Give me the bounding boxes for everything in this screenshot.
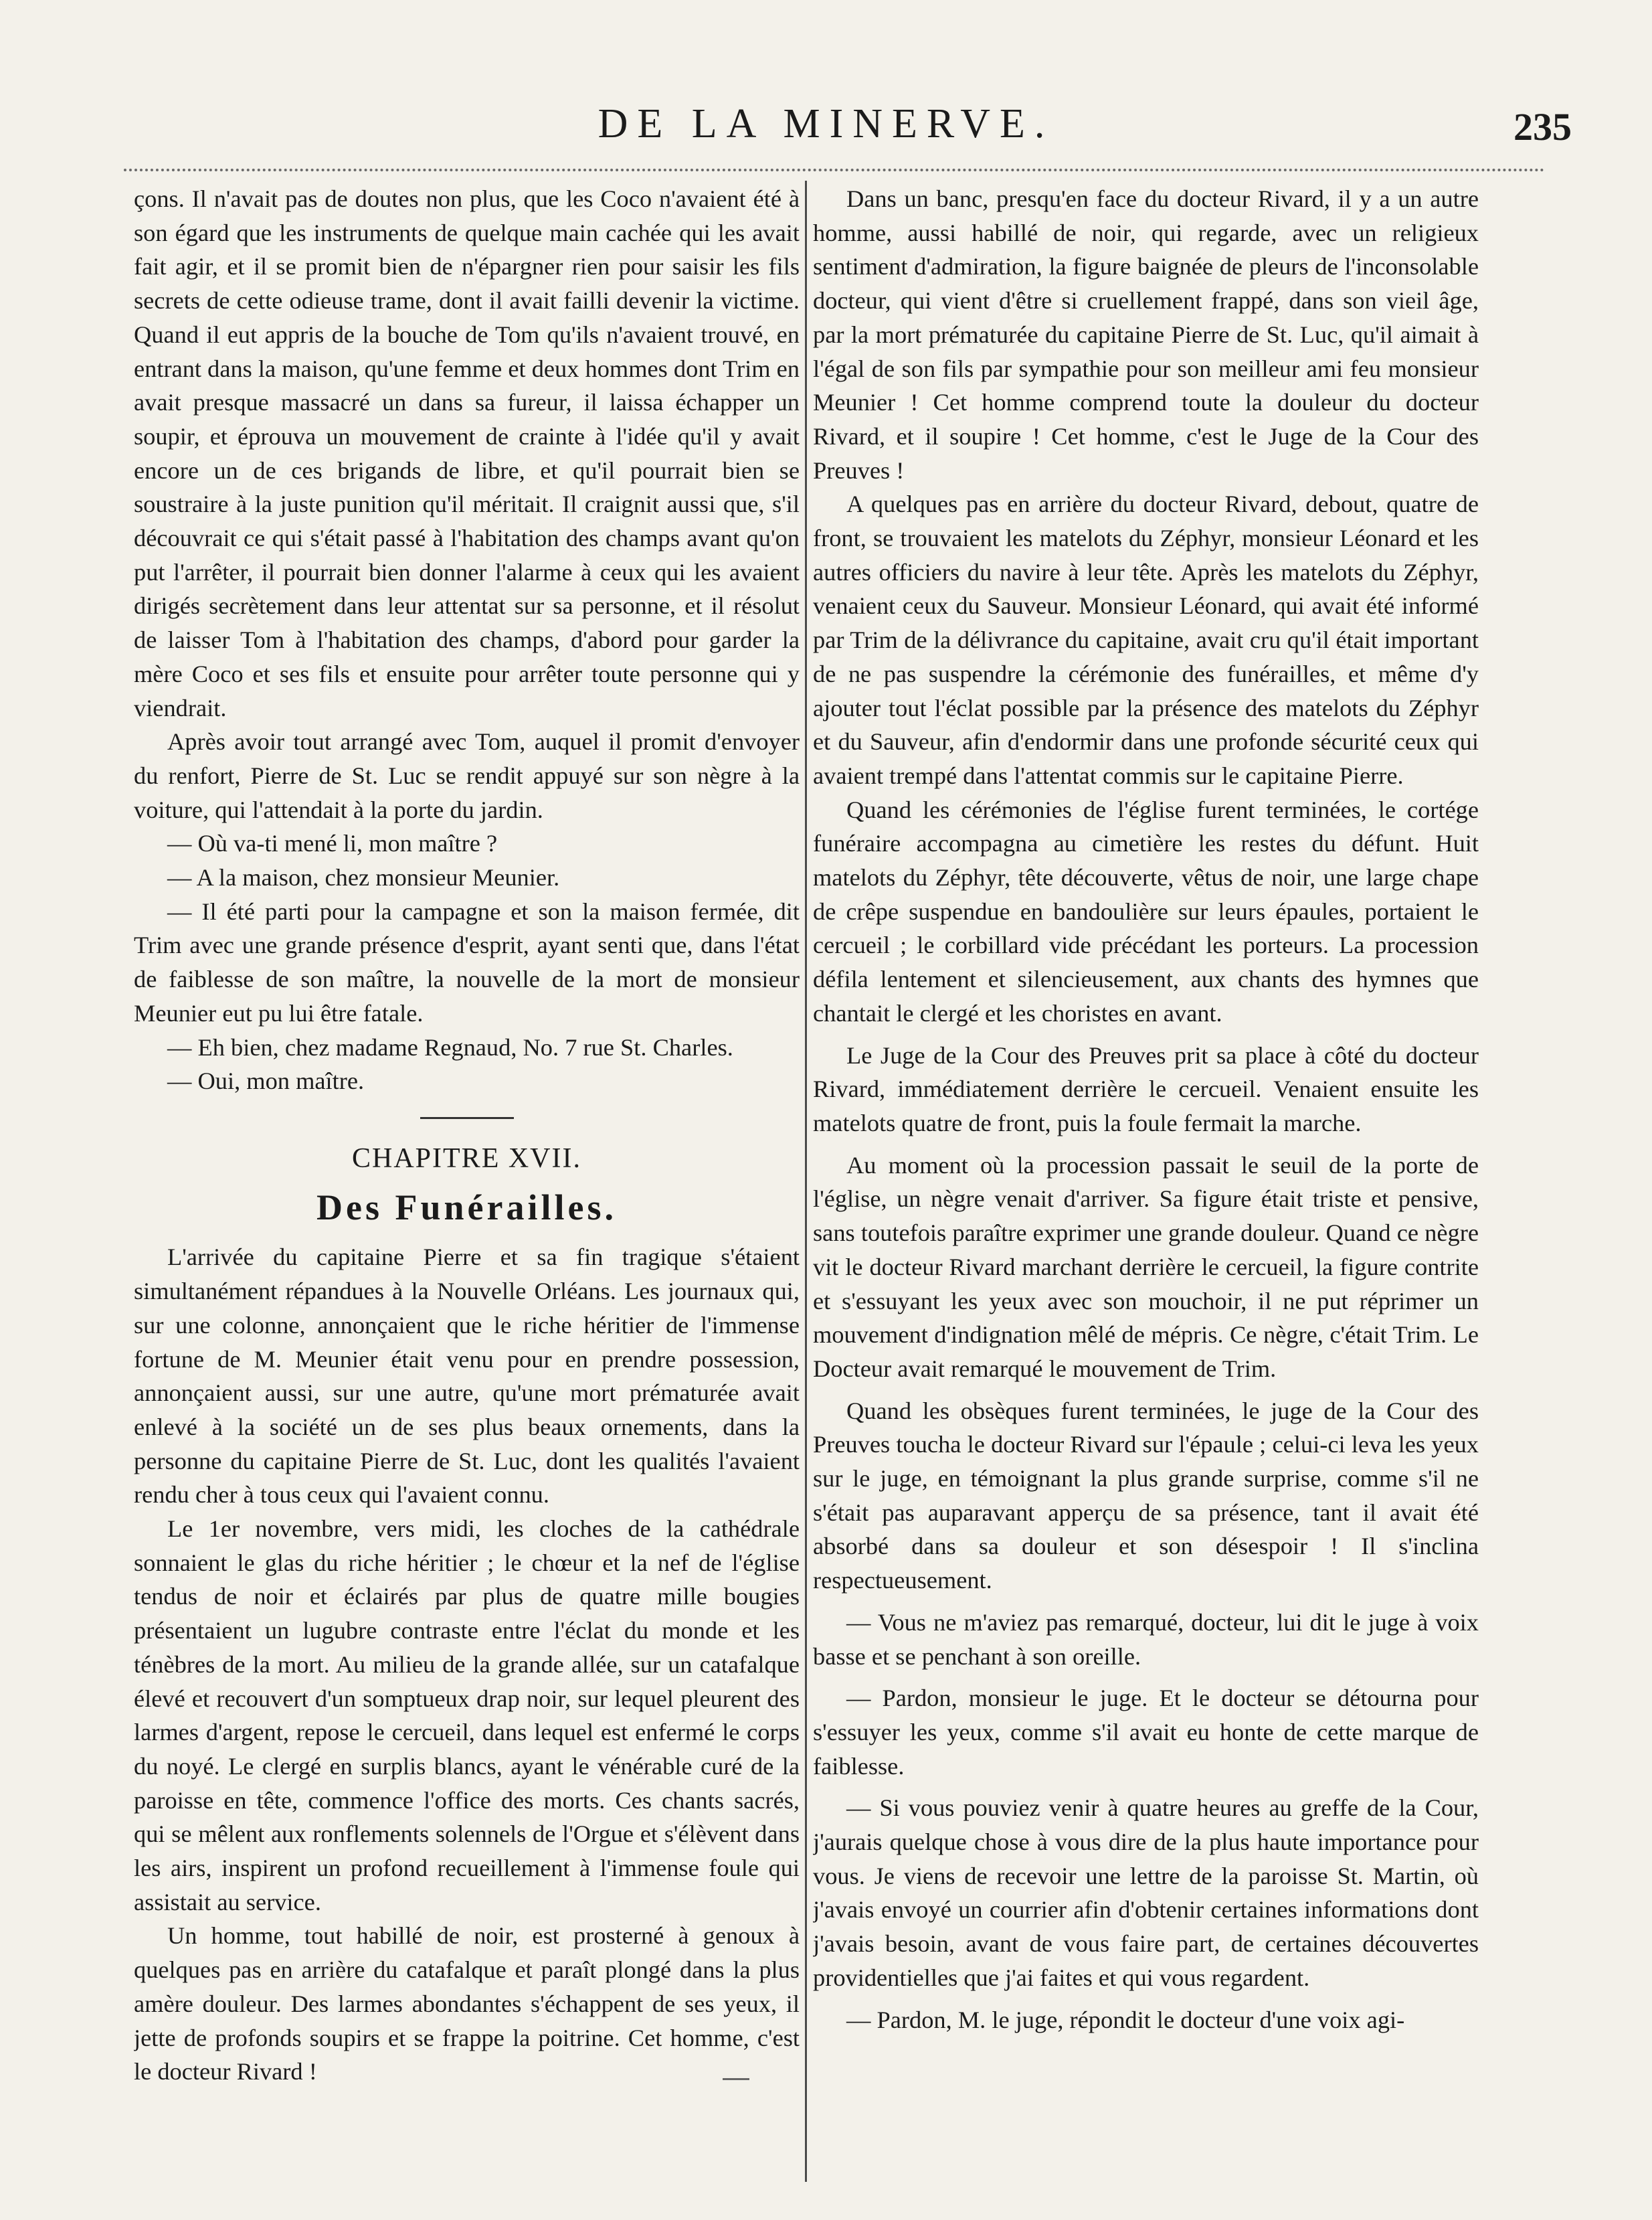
dialogue-line: — Pardon, monsieur le juge. Et le docteur se détourna pour s'essuyer les yeux, comme s'il avait eu honte de cette marque de faiblesse. bbox=[813, 1685, 1479, 1780]
paragraph: L'arrivée du capitaine Pierre et sa fin tragique s'étaient simultanément répandues à la Nouvelle Orléans. Les journaux qui, sur une colonne, annonçaient que le riche héritier de l'immense fortune de M. Meunier était venu pour en prendre possession, annonçaient aussi, sur une autre, qu'une mort prématurée avait enlevé à la société un de ses plus beaux ornements, dans la personne du capitaine Pierre de St. Luc, dont les qualités l'avaient rendu cher à tous ceux qui l'avaient connu. bbox=[134, 1244, 800, 1509]
page-number: 235 bbox=[1513, 105, 1572, 149]
page-header bbox=[0, 100, 1652, 161]
dialogue-line: — Si vous pouviez venir à quatre heures au greffe de la Cour, j'aurais quelque chose à vous dire de la plus haute importance pour vous. Je viens de recevoir une lettre de la paroisse St. Martin, où j'avais envoyé un courrier afin d'obtenir certaines informations dont j'avais besoin, avant de vous faire part, de certaines découvertes providentielles que j'ai faites et qui vous regardent. bbox=[813, 1794, 1479, 1991]
dialogue-line: — A la maison, chez monsieur Meunier. bbox=[167, 864, 560, 891]
paragraph: Un homme, tout habillé de noir, est prosterné à genoux à quelques pas en arrière du catafalque et paraît plongé dans la plus amère douleur. Des larmes abondantes s'échappent de ses yeux, il jette de profonds soupirs et se frappe la poitrine. Cet homme, c'est le docteur Rivard ! bbox=[134, 1922, 800, 2085]
paragraph: Le Juge de la Cour des Preuves prit sa place à côté du docteur Rivard, immédiatement derrière le cercueil. Venaient ensuite les matelots quatre de front, puis la foule fermait la marche. bbox=[813, 1041, 1479, 1136]
dialogue-line: — Eh bien, chez madame Regnaud, No. 7 rue St. Charles. bbox=[167, 1033, 733, 1061]
left-column bbox=[134, 182, 800, 2183]
running-title: DE LA MINERVE. bbox=[598, 101, 1054, 147]
paragraph: A quelques pas en arrière du docteur Rivard, debout, quatre de front, se trouvaient les matelots du Zéphyr, monsieur Léonard et les autres officiers du navire à leur tête. Après les matelots du Zéphyr, venaient ceux du Sauveur. Monsieur Léonard, qui avait été informé par Trim de la délivrance du capitaine, avait cru qu'il était important de ne pas suspendre la cérémonie des funérailles, et même d'y ajouter tout l'éclat possible par la présence des matelots du Zéphyr et du Sauveur, afin d'endormir dans une profonde sécurité ceux qui avaient trempé dans l'attentat commis sur le capitaine Pierre. bbox=[813, 491, 1479, 789]
dialogue-line: — Oui, mon maître. bbox=[167, 1068, 365, 1095]
paragraph: Dans un banc, presqu'en face du docteur Rivard, il y a un autre homme, aussi habillé de noir, qui regarde, avec un religieux sentiment d'admiration, la figure baignée de pleurs de l'inconsolable docteur, qui vient d'être si cruellement frappé, dans son vieil âge, par la mort prématurée du capitaine Pierre de St. Luc, qu'il aimait à l'égal de son fils par sympathie pour son meilleur ami feu monsieur Meunier ! Cet homme comprend toute la douleur du docteur Rivard, et il soupire ! Cet homme, c'est le Juge de la Cour des Preuves ! bbox=[813, 185, 1479, 484]
paragraph: Quand les obsèques furent terminées, le juge de la Cour des Preuves toucha le docteur Rivard sur l'épaule ; celui-ci leva les yeux sur le juge, en témoignant la plus grande surprise, comme s'il ne s'était pas auparavant apperçu de sa présence, tant il avait été absorbé dans sa douleur et son désespoir ! Il s'inclina respectueusement. bbox=[813, 1397, 1479, 1594]
chapter-title: CHAPITRE XVII. bbox=[352, 1142, 581, 1174]
dialogue-line: — Pardon, M. le juge, répondit le docteur d'une voix agi- bbox=[846, 2006, 1405, 2033]
dialogue-line: — Où va-ti mené li, mon maître ? bbox=[167, 830, 498, 857]
paragraph: çons. Il n'avait pas de doutes non plus, que les Coco n'avaient été à son égard que les instruments de quelque main cachée qui les avait fait agir, et il se promit bien de n'épargner rien pour saisir les fils secrets de cette odieuse trame, dont il avait failli devenir la victime. Quand il eut appris de la bouche de Tom qu'ils n'avaient trouvé, en entrant dans la maison, qu'une femme et deux hommes dont Trim en avait presque massacré un dans sa fureur, il laissa échapper un soupir, et éprouva un mouvement de crainte à l'idée qu'il y avait encore un de ces brigands de libre, et qu'il pourrait bien se soustraire à la juste punition qu'il méritait. Il craignit aussi que, s'il découvrait ce qui s'était passé à l'habitation des champs avant qu'on put l'arrêter, il pourrait bien donner l'alarme à ceux qui les avaient dirigés secrètement dans leur attentat sur sa personne, et il résolut de laisser Tom à l'habitation des champs, d'abord pour garder la mère Coco et ses fils et ensuite pour arrêter toute personne qui y viendrait. bbox=[134, 185, 800, 721]
paragraph: Quand les cérémonies de l'église furent terminées, le cortége funéraire accompagna au cimetière les restes du défunt. Huit matelots du Zéphyr, tête découverte, vêtus de noir, une large chape de crêpe suspendue en bandoulière sur leurs épaules, portaient le cercueil ; le corbillard vide précédant les porteurs. La procession défila lentement et silencieusement, aux chants des hymnes que chantait le clergé et les choristes en avant. bbox=[813, 796, 1479, 1027]
section-divider bbox=[420, 1117, 514, 1119]
bottom-mark bbox=[723, 2078, 749, 2080]
column-divider bbox=[805, 181, 807, 2182]
chapter-subtitle: Des Funérailles. bbox=[316, 1187, 617, 1227]
paragraph: Au moment où la procession passait le seuil de la porte de l'église, un nègre venait d'arriver. Sa figure était triste et pensive, sans toutefois paraître exprimer une grande douleur. Quand ce nègre vit le docteur Rivard marchant derrière le cercueil, la figure contrite et s'essuyant les yeux avec son mouchoir, il ne put réprimer un mouvement d'indignation mêlé de mépris. Ce nègre, c'était Trim. Le Docteur avait remarqué le mouvement de Trim. bbox=[813, 1151, 1479, 1382]
header-rule bbox=[124, 169, 1545, 171]
paragraph: Le 1er novembre, vers midi, les cloches de la cathédrale sonnaient le glas du riche héritier ; le chœur et la nef de l'église tendus de noir et éclairés par plus de quatre mille bougies présentaient un lugubre contraste entre l'éclat du monde et les ténèbres de la mort. Au milieu de la grande allée, sur un catafalque élevé et recouvert d'un somptueux drap noir, sur lequel pleurent des larmes d'argent, repose le cercueil, dans lequel est enfermé le corps du noyé. Le clergé en surplis blancs, ayant le vénérable curé de la paroisse en tête, commence l'office des morts. Ces chants sacrés, qui se mêlent aux ronflements solennels de l'Orgue et s'élèvent dans les airs, inspirent un profond recueillement à l'immense foule qui assistait au service. bbox=[134, 1515, 800, 1915]
dialogue-line: — Vous ne m'aviez pas remarqué, docteur, lui dit le juge à voix basse et se penchant à son oreille. bbox=[813, 1608, 1479, 1670]
dialogue-line: — Il été parti pour la campagne et son la maison fermée, dit Trim avec une grande présence d'esprit, ayant senti que, dans l'état de faiblesse de son maître, la nouvelle de la mort de monsieur Meunier eut pu lui être fatale. bbox=[134, 898, 800, 1027]
paragraph: Après avoir tout arrangé avec Tom, auquel il promit d'envoyer du renfort, Pierre de St. Luc se rendit appuyé sur son nègre à la voiture, qui l'attendait à la porte du jardin. bbox=[134, 728, 800, 823]
right-column bbox=[813, 182, 1479, 2183]
